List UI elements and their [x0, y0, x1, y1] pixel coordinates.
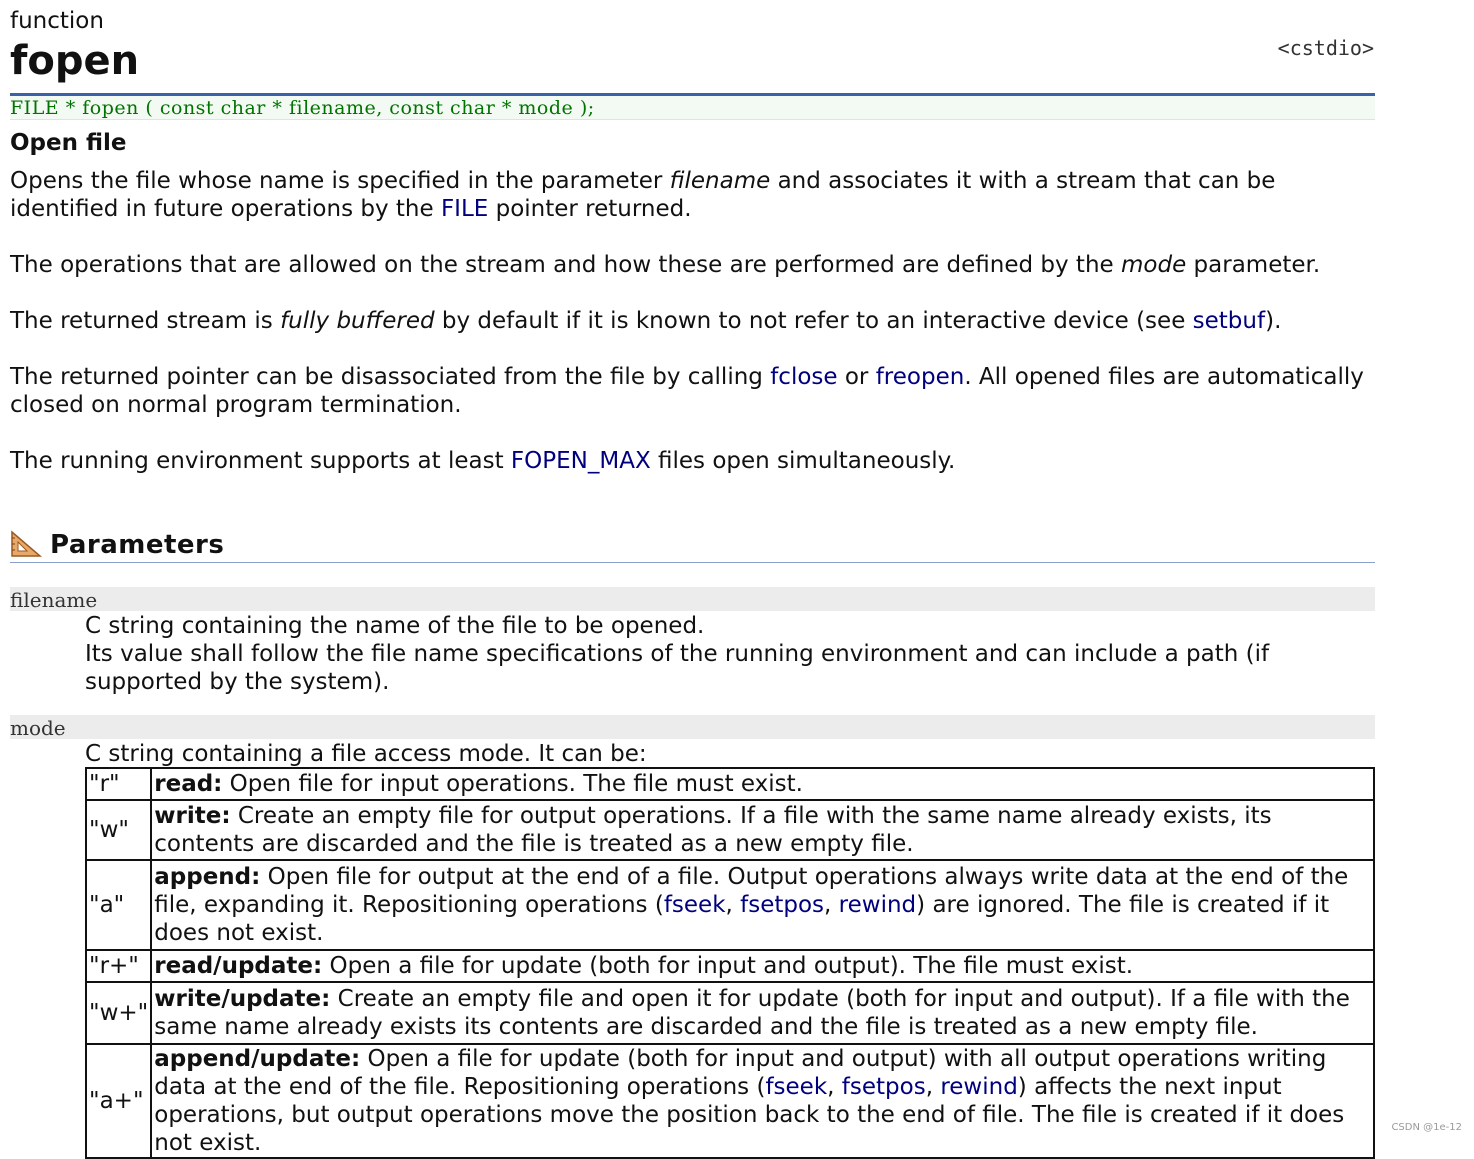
mode-title: read: — [154, 771, 223, 797]
set-square-icon — [10, 530, 42, 558]
param-emphasis: filename — [669, 168, 771, 194]
table-row — [86, 982, 1374, 1044]
description-paragraph — [10, 447, 1375, 475]
text: files open simultaneously. — [650, 448, 956, 474]
text: Create an empty file for output operations. If a file with the same name already exists, its contents are discarded and the file is treated as a new empty file. — [154, 803, 1272, 857]
link-file[interactable]: FILE — [440, 196, 489, 222]
text: C string containing the name of the file to be opened. — [85, 613, 705, 639]
text: , — [827, 1074, 842, 1100]
text: Open a file for update (both for input and output). The file must exist. — [322, 953, 1134, 979]
table-row — [86, 768, 1374, 800]
text: Its value shall follow the file name specifications of the running environment and can include a path (if supported by the system). — [85, 641, 1270, 695]
text: , — [824, 892, 839, 918]
param-description-mode: C string containing a file access mode. It can be: — [85, 741, 647, 767]
text: parameter. — [1186, 252, 1321, 278]
link-rewind[interactable]: rewind — [838, 892, 917, 918]
description-paragraph — [10, 363, 1375, 419]
link-fopen-max[interactable]: FOPEN_MAX — [510, 448, 651, 474]
mode-title: read/update: — [154, 953, 323, 979]
mode-title: write: — [154, 803, 231, 829]
text: Open file for input operations. The file must exist. — [222, 771, 803, 797]
mode-value: "r+" — [86, 950, 151, 982]
short-description: Open file — [10, 130, 127, 156]
text: by default if it is known to not refer to an interactive device (see — [434, 308, 1193, 334]
mode-title: append: — [154, 864, 261, 890]
mode-value: "a" — [86, 860, 151, 950]
parameters-section-header — [10, 530, 1375, 563]
header-file-link[interactable]: <cstdio> — [1277, 36, 1374, 60]
mode-description — [151, 982, 1374, 1044]
description-paragraph — [10, 167, 1375, 223]
link-fclose[interactable]: fclose — [770, 364, 838, 390]
mode-value: "a+" — [86, 1044, 151, 1158]
text: , — [925, 1074, 941, 1100]
mode-title: append/update: — [154, 1046, 361, 1072]
param-name-filename: filename — [10, 587, 1375, 611]
text: The operations that are allowed on the stream and how these are performed are defined by the — [10, 252, 1121, 278]
mode-title: write/update: — [154, 986, 331, 1012]
mode-description — [151, 800, 1374, 860]
mode-description — [151, 950, 1374, 982]
link-fseek[interactable]: fseek — [663, 892, 726, 918]
emphasis: fully buffered — [280, 308, 435, 334]
table-row — [86, 950, 1374, 982]
text: Create an empty file and open it for update (both for input and output). If a file with the same name already exists its contents are discarded and the file is treated as a new empty file. — [154, 986, 1350, 1040]
mode-description — [151, 860, 1374, 950]
text: ) are ignored. The file is created if it does not exist. — [154, 892, 1330, 946]
item-kind: function — [10, 8, 104, 34]
text: The returned pointer can be disassociated from the file by calling — [10, 364, 771, 390]
link-fsetpos[interactable]: fsetpos — [740, 892, 825, 918]
function-prototype: FILE * fopen ( const char * filename, const char * mode ); — [10, 96, 1375, 120]
text: ) affects the next input operations, but output operations move the position back to the end of file. The file is created if it does not exist. — [154, 1074, 1345, 1156]
text: pointer returned. — [488, 196, 692, 222]
link-freopen[interactable]: freopen — [875, 364, 965, 390]
text: Open a file for update (both for input and output) with all output operations writing data at the end of the file. Repositioning operations ( — [154, 1046, 1327, 1100]
text: The returned stream is — [10, 308, 281, 334]
param-name-mode: mode — [10, 715, 1375, 739]
watermark: CSDN @1e-12 — [1391, 1122, 1462, 1133]
text: Open file for output at the end of a file. Output operations always write data at the end of the file, expanding it. Repositioning operations ( — [154, 864, 1349, 918]
text: , — [725, 892, 741, 918]
link-fseek[interactable]: fseek — [765, 1074, 828, 1100]
description-paragraph — [10, 251, 1375, 279]
page-title: fopen — [10, 38, 140, 84]
text: and associates it with a stream that can be identified in future operations by the — [10, 168, 1276, 222]
mode-value: "r" — [86, 768, 151, 800]
text: ). — [1265, 308, 1282, 334]
description-paragraph — [10, 307, 1375, 335]
link-rewind[interactable]: rewind — [940, 1074, 1018, 1100]
mode-description — [151, 768, 1374, 800]
text: The running environment supports at least — [10, 448, 511, 474]
text: or — [837, 364, 876, 390]
mode-table — [85, 767, 1375, 1159]
text: Opens the file whose name is specified in the parameter — [10, 168, 670, 194]
link-setbuf[interactable]: setbuf — [1192, 308, 1266, 334]
text: . All opened files are automatically closed on normal program termination. — [10, 364, 1364, 418]
table-row — [86, 800, 1374, 860]
link-fsetpos[interactable]: fsetpos — [841, 1074, 926, 1100]
table-row — [86, 860, 1374, 950]
param-description-filename — [85, 612, 1375, 696]
section-title: Parameters — [50, 530, 225, 560]
param-emphasis: mode — [1121, 252, 1187, 278]
mode-value: "w+" — [86, 982, 151, 1044]
mode-value: "w" — [86, 800, 151, 860]
